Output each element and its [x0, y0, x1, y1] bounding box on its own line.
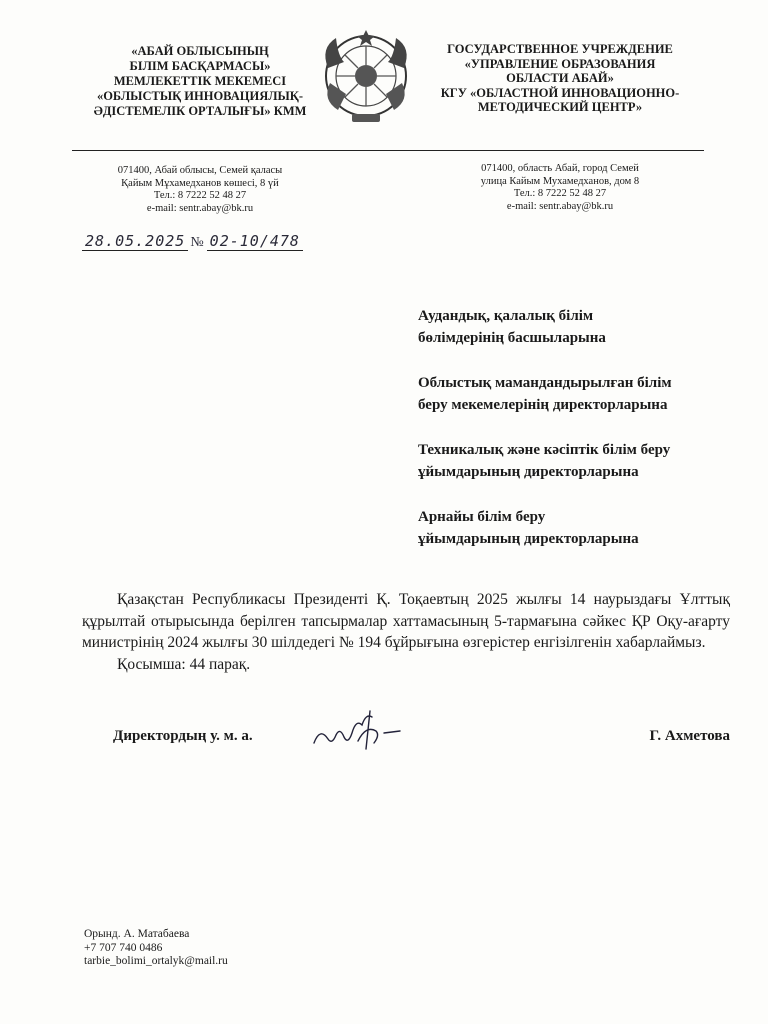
- header-left-line: ӘДІСТЕМЕЛІК ОРТАЛЫҒЫ» КММ: [93, 104, 307, 118]
- address-line: Қайым Мұхамедханов көшесі, 8 үй: [121, 177, 279, 189]
- header-right-line: ОБЛАСТИ АБАЙ»: [506, 71, 614, 85]
- address-phone: Тел.: 8 7222 52 48 27: [513, 188, 607, 199]
- address-kazakh: [80, 165, 320, 215]
- number-sign: №: [190, 235, 205, 250]
- signatory-name: Г. Ахметова: [649, 728, 730, 744]
- header-right-line: МЕТОДИЧЕСКИЙ ЦЕНТР»: [477, 100, 643, 114]
- registration-doc-number: 02-10/478: [207, 232, 303, 251]
- header-right-line: КГУ «ОБЛАСТНОЙ ИННОВАЦИОННО-: [440, 85, 680, 100]
- recipient-line: ұйымдарының директорларына: [418, 463, 639, 480]
- header-left-line: «ОБЛЫСТЫҚ ИННОВАЦИЯЛЫҚ-: [96, 89, 304, 103]
- address-russian: [440, 163, 680, 213]
- recipient: [418, 440, 738, 483]
- address-phone: Тел.: 8 7222 52 48 27: [153, 190, 247, 201]
- executor-email: tarbie_bolimi_ortalyk@mail.ru: [84, 955, 228, 967]
- address-email: e-mail: sentr.abay@bk.ru: [506, 200, 614, 212]
- recipients-block: [418, 306, 738, 574]
- recipient-line: Техникалық және кәсіптік білім беру: [418, 442, 671, 458]
- address-email: e-mail: sentr.abay@bk.ru: [146, 202, 254, 214]
- header-left-line: «АБАЙ ОБЛЫСЫНЫҢ: [131, 44, 269, 58]
- recipient-line: Арнайы білім беру: [418, 509, 546, 525]
- recipient-line: ұйымдарының директорларына: [418, 530, 639, 547]
- registration-number: [82, 232, 303, 254]
- executor-name: Орынд. А. Матабаева: [84, 928, 190, 940]
- executor-phone: +7 707 740 0486: [84, 941, 163, 954]
- recipient: [418, 507, 738, 550]
- address-line: улица Кайым Мухамедханов, дом 8: [480, 175, 640, 187]
- header-right-line: ГОСУДАРСТВЕННОЕ УЧРЕЖДЕНИЕ: [447, 42, 673, 56]
- recipient-line: беру мекемелерінің директорларына: [418, 396, 668, 413]
- header-left-line: БІЛІМ БАСҚАРМАСЫ»: [129, 59, 271, 73]
- registration-date: 28.05.2025: [82, 232, 188, 251]
- kazakhstan-state-emblem-icon: [318, 28, 414, 128]
- letter-body: [82, 589, 730, 675]
- signatory-title: Директордың у. м. а.: [113, 728, 253, 744]
- header-left-line: МЕМЛЕКЕТТІК МЕКЕМЕСІ: [113, 74, 287, 88]
- recipient-line: Аудандық, қалалық білім: [418, 308, 594, 324]
- executor-info: [84, 928, 228, 969]
- header-right-line: «УПРАВЛЕНИЕ ОБРАЗОВАНИЯ: [464, 56, 656, 71]
- recipient-line: Облыстық мамандандырылған білім: [418, 375, 672, 391]
- recipient-line: бөлімдерінің басшыларына: [418, 329, 606, 346]
- address-line: 071400, Абай облысы, Семей қаласы: [117, 165, 283, 176]
- header-russian-org: [430, 42, 690, 115]
- body-paragraph: Қазақстан Республикасы Президенті Қ. Тоқаевтың 2025 жылғы 14 наурыздағы Ұлттық құрылтай отырысында берілген тапсырмалар хаттамасының 5-тармағына сәйкес ҚР Оқу-ағарту министрінің 2024 жылғы 30 шілдедегі № 194 бұйрығына өзгерістер енгізілгенін хабарлаймыз.: [82, 591, 730, 651]
- address-line: 071400, область Абай, город Семей: [481, 163, 639, 174]
- attachment-note: Қосымша: 44 парақ.: [117, 655, 251, 673]
- header-divider: [72, 150, 704, 151]
- recipient: [418, 373, 738, 416]
- handwritten-signature: [306, 705, 406, 755]
- recipient: [418, 306, 738, 349]
- header-kazakh-org: [80, 44, 320, 119]
